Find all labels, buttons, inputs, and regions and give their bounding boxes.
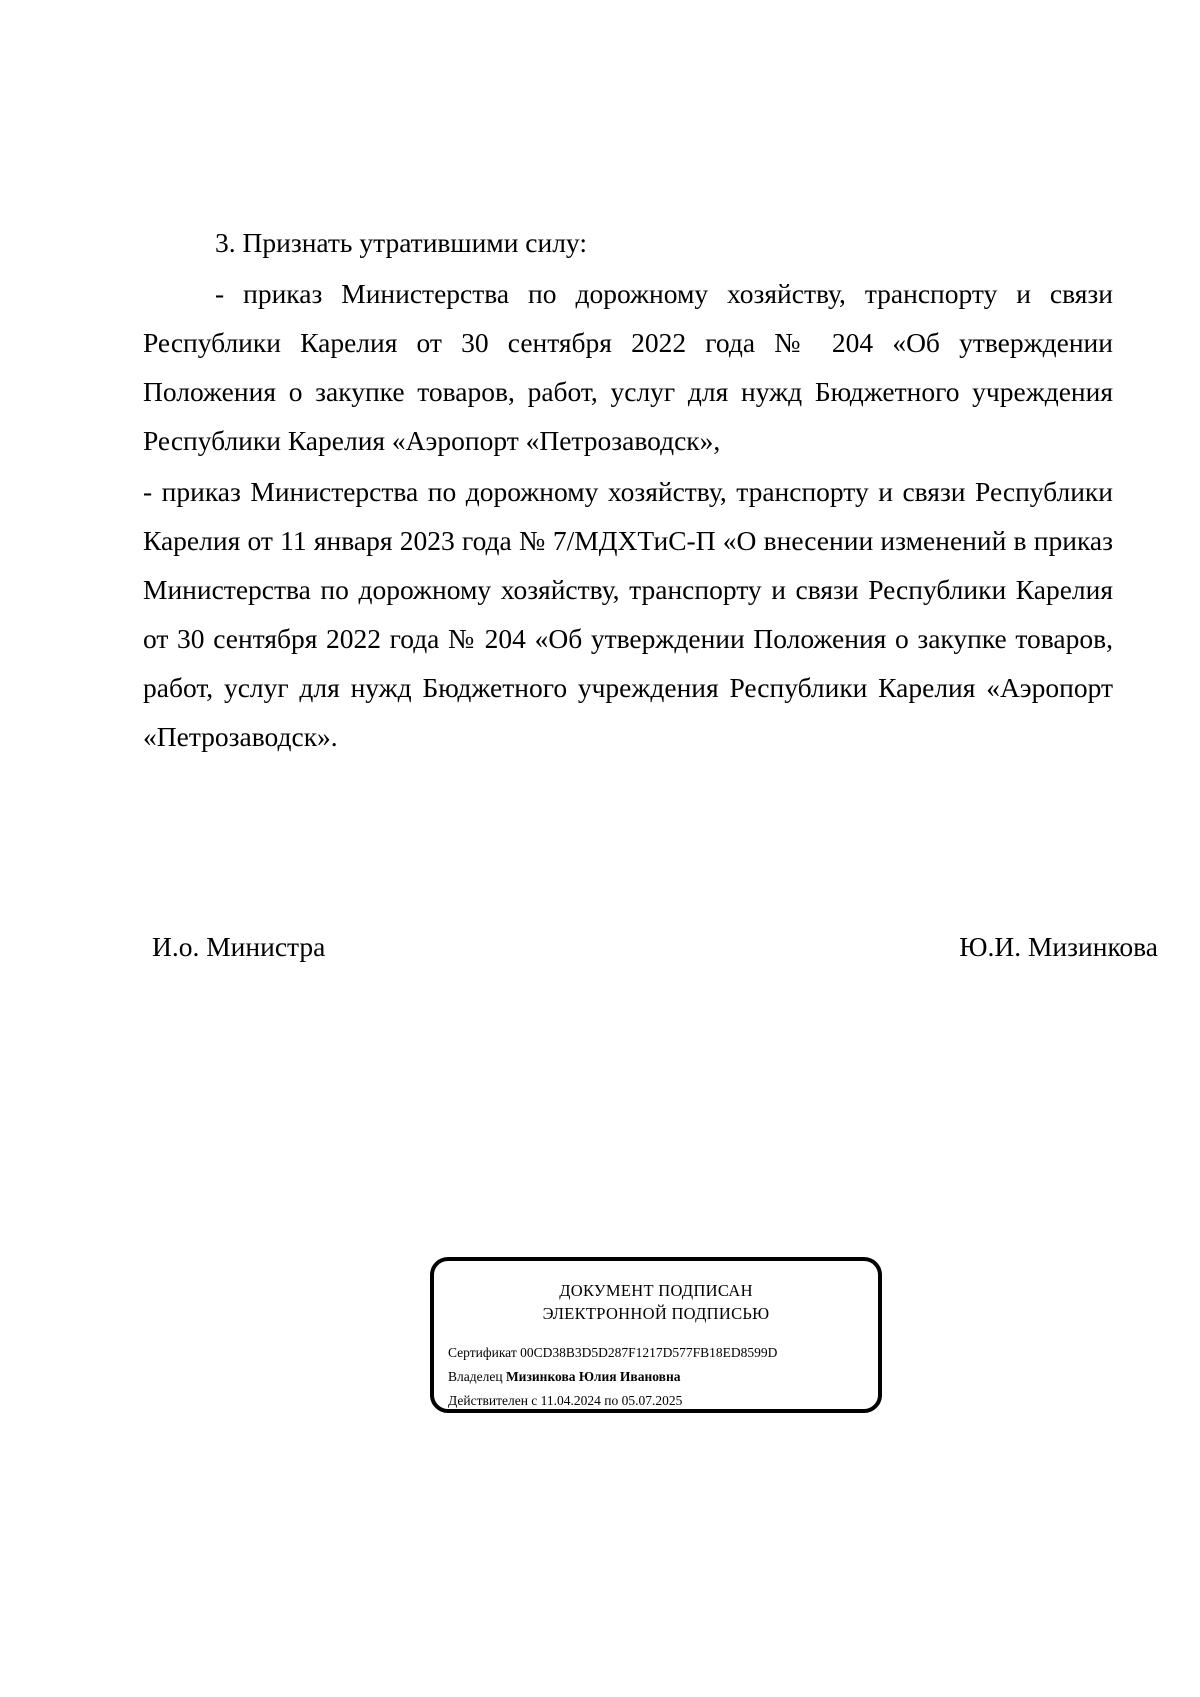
paragraph-revoked-order-1: - приказ Министерства по дорожному хозяйству, транспорту и связи Республики Карелия от 30 сентября 2022 года № 204 «Об утверждении Положения о закупке товаров, работ, услуг для нужд Бюджетного учреждения Республики Карелия «Аэропорт «Петрозаводск», xyxy=(143,278,1113,456)
electronic-signature-stamp xyxy=(430,1257,882,1413)
owner-label: Владелец xyxy=(448,1369,503,1384)
paragraph-revoked-order-2: - приказ Министерства по дорожному хозяйству, транспорту и связи Республики Карелия от 11 января 2023 года № 7/МДХТиС-П «О внесении изменений в приказ Министерства по дорожному хозяйству, транспорту и связи Республики Карелия от 30 сентября 2022 года № 204 «Об утверждении Положения о закупке товаров, работ, услуг для нужд Бюджетного учреждения Республики Карелия «Аэропорт «Петрозаводск». xyxy=(143,476,1113,752)
stamp-validity-line xyxy=(448,1389,777,1413)
valid-to-label: по xyxy=(604,1393,619,1408)
signature-block xyxy=(152,927,1158,967)
stamp-title-line2: ЭЛЕКТРОННОЙ ПОДПИСЬЮ xyxy=(542,1304,770,1323)
document-body xyxy=(143,218,1113,763)
valid-to: 05.07.2025 xyxy=(621,1393,683,1408)
valid-label: Действителен с xyxy=(448,1393,538,1408)
signer-name: Ю.И. Мизинкова xyxy=(959,931,1158,962)
stamp-header xyxy=(434,1279,878,1325)
stamp-owner-line xyxy=(448,1365,777,1389)
signer-position: И.о. Министра xyxy=(152,931,326,962)
certificate-value: 00CD38B3D5D287F1217D577FB18ED8599D xyxy=(520,1345,778,1360)
valid-from: 11.04.2024 xyxy=(540,1393,601,1408)
paragraph-item-3: 3. Признать утратившими силу: xyxy=(215,227,587,258)
stamp-certificate-line xyxy=(448,1341,777,1365)
stamp-details xyxy=(448,1341,777,1413)
owner-value: Мизинкова Юлия Ивановна xyxy=(505,1369,681,1384)
certificate-label: Сертификат xyxy=(448,1345,517,1360)
stamp-title-line1: ДОКУМЕНТ ПОДПИСАН xyxy=(559,1281,753,1300)
